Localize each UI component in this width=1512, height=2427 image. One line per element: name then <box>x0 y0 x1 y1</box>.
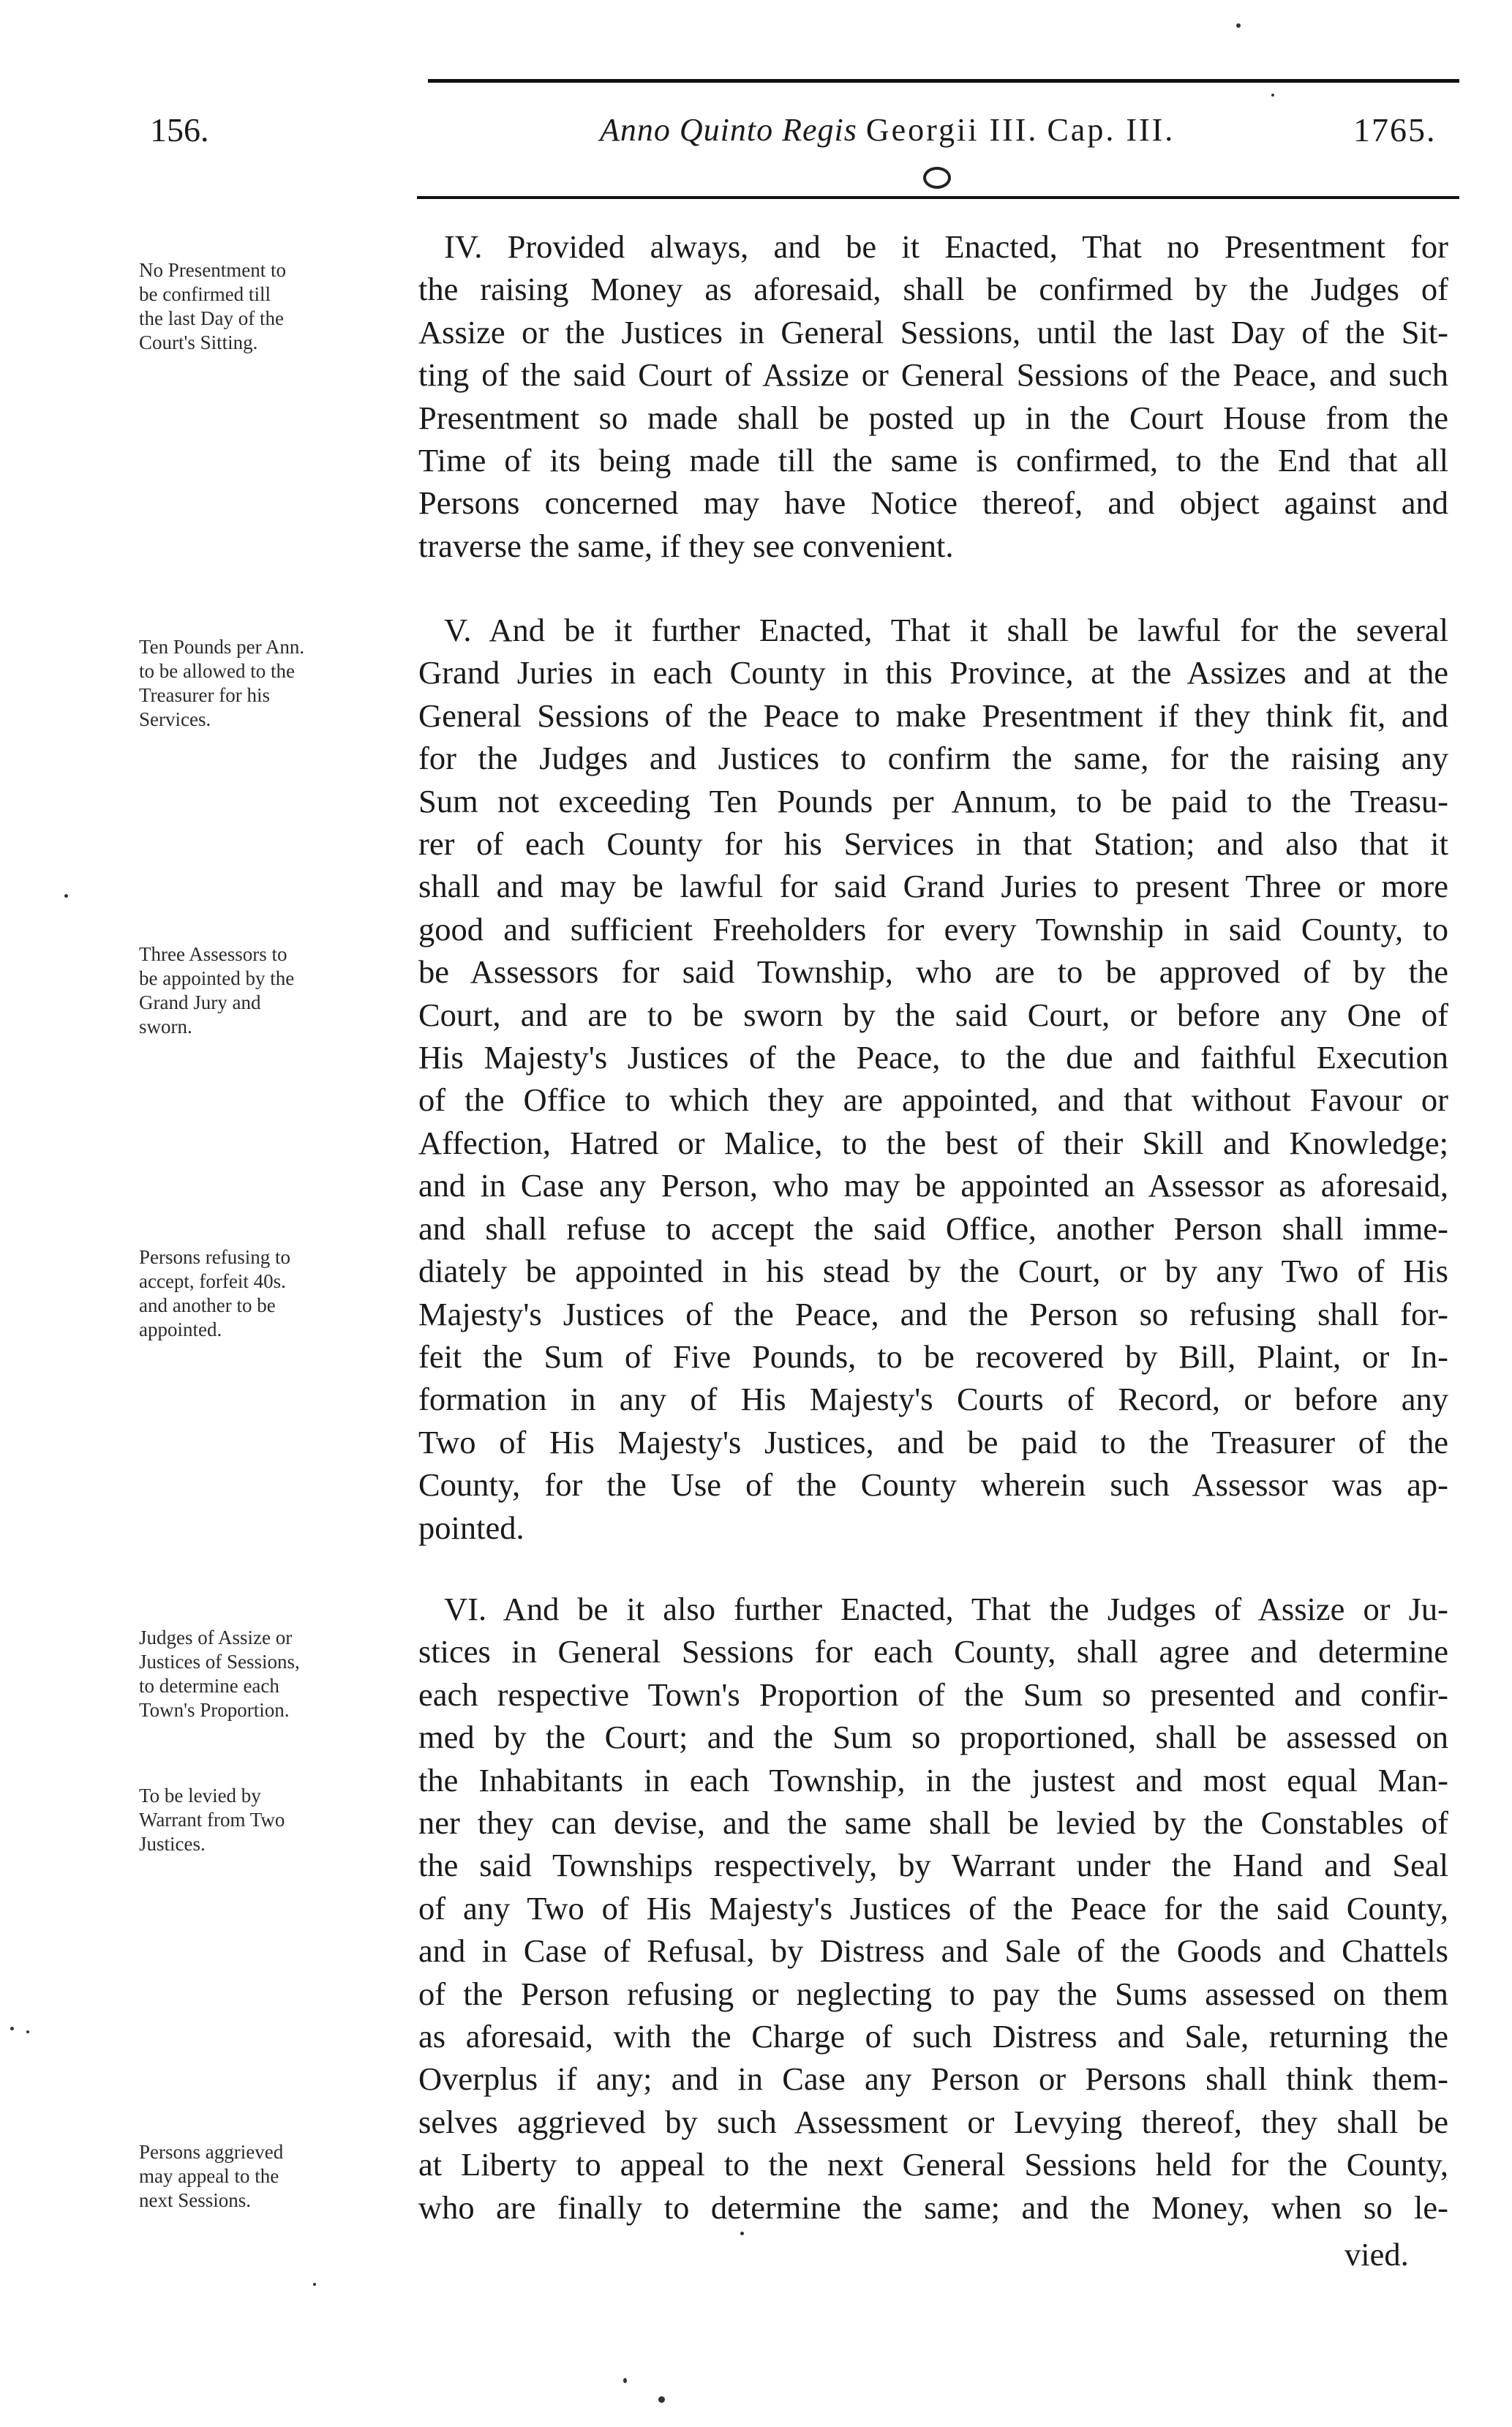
note-line: Treasurer for his <box>139 684 270 706</box>
text-line: Court, and are to be sworn by the said Court, or before any One of <box>418 996 1448 1033</box>
note-line: sworn. <box>139 1016 192 1038</box>
text-line: VI. And be it also further Enacted, That the Judges of Assize or Ju- <box>444 1591 1448 1627</box>
margin-note-ten-pounds <box>139 635 391 732</box>
note-line: Justices of Sessions, <box>139 1651 300 1673</box>
header-rule-bottom <box>417 196 1459 199</box>
header-rule-top <box>428 79 1459 83</box>
note-line: be appointed by the <box>139 967 295 989</box>
note-line: Three Assessors to <box>139 943 287 965</box>
margin-note-no-presentment <box>139 258 391 355</box>
text-line: of the Office to which they are appointed, and that without Favour or <box>418 1081 1448 1119</box>
text-line: Affection, Hatred or Malice, to the best of their Skill and Knowledge; <box>418 1124 1448 1161</box>
note-line: No Presentment to <box>139 259 286 281</box>
margin-note-persons-refusing <box>139 1245 391 1342</box>
note-line: Persons aggrieved <box>139 2141 284 2163</box>
text-line: pointed. <box>418 1509 524 1546</box>
text-line: V. And be it further Enacted, That it shall be lawful for the several <box>444 612 1448 648</box>
text-line: traverse the same, if they see convenient. <box>418 527 954 564</box>
note-line: be confirmed till <box>139 283 271 305</box>
scan-speck <box>623 2378 627 2383</box>
text-line: Sum not exceeding Ten Pounds per Annum, to be paid to the Treasu- <box>418 782 1448 819</box>
text-line: as aforesaid, with the Charge of such Distress and Sale, returning the <box>418 2018 1448 2055</box>
scan-speck <box>313 2283 316 2286</box>
note-line: accept, forfeit 40s. <box>139 1270 286 1292</box>
scan-speck <box>1271 94 1274 97</box>
note-line: Judges of Assize or <box>139 1627 293 1648</box>
section-iv <box>418 225 1448 567</box>
section-vi <box>418 1588 1448 2229</box>
running-head-chapter: Cap. III. <box>1047 112 1176 148</box>
catchword: vied. <box>1344 2236 1409 2273</box>
running-head-king: Georgii III. <box>865 112 1039 148</box>
note-line: Persons refusing to <box>139 1246 290 1268</box>
note-line: to be allowed to the <box>139 660 295 682</box>
note-line: Court's Sitting. <box>139 331 258 353</box>
text-line: County, for the Use of the County wherein such Assessor was ap- <box>418 1466 1448 1504</box>
text-line: Grand Juries in each County in this Province, at the Assizes and at the <box>418 654 1448 691</box>
text-line: ting of the said Court of Assize or General Sessions of the Peace, and such <box>418 356 1448 394</box>
text-line: med by the Court; and the Sum so proportioned, shall be assessed on <box>418 1719 1448 1756</box>
text-line: Assize or the Justices in General Sessions, until the last Day of the Sit- <box>418 313 1448 350</box>
text-line: stices in General Sessions for each County, shall agree and determine <box>418 1633 1448 1670</box>
text-line: Persons concerned may have Notice thereof, and object against and <box>418 484 1448 522</box>
text-line: who are finally to determine the same; and the Money, when so le- <box>418 2188 1448 2226</box>
running-head <box>600 110 1175 151</box>
note-line: Justices. <box>139 1833 206 1855</box>
text-line: His Majesty's Justices of the Peace, to the due and faithful Execution <box>418 1039 1448 1076</box>
text-line: and in Case of Refusal, by Distress and Sale of the Goods and Chattels <box>418 1932 1448 1970</box>
text-line: of any Two of His Majesty's Justices of the Peace for the said County, <box>418 1889 1448 1927</box>
running-head-italic: Anno Quinto Regis <box>600 112 857 148</box>
text-line: the said Townships respectively, by Warrant under the Hand and Seal <box>418 1847 1448 1884</box>
scan-speck <box>10 2027 14 2030</box>
text-line: IV. Provided always, and be it Enacted, That no Presentment for <box>444 228 1448 265</box>
text-line: Overplus if any; and in Case any Person or Persons shall think them- <box>418 2060 1448 2098</box>
text-line: diately be appointed in his stead by the Court, or by any Two of His <box>418 1253 1448 1290</box>
note-line: and another to be <box>139 1294 276 1316</box>
scan-speck <box>64 894 68 898</box>
page-number: 156. <box>150 111 209 149</box>
margin-note-to-be-levied <box>139 1784 391 1856</box>
text-line: and shall refuse to accept the said Office, another Person shall imme- <box>418 1209 1448 1247</box>
text-line: Two of His Majesty's Justices, and be paid to the Treasurer of the <box>418 1423 1448 1460</box>
text-line: Majesty's Justices of the Peace, and the Person so refusing shall for- <box>418 1295 1448 1332</box>
scan-speck <box>658 2396 665 2403</box>
note-line: Services. <box>139 708 211 730</box>
text-line: selves aggrieved by such Assessment or Levying thereof, they shall be <box>418 2103 1448 2140</box>
text-line: shall and may be lawful for said Grand Juries to present Three or more <box>418 868 1448 905</box>
section-v <box>418 609 1448 1549</box>
margin-note-three-assessors <box>139 942 391 1039</box>
scan-speck <box>1236 23 1241 28</box>
text-line: ner they can devise, and the same shall be levied by the Constables of <box>418 1804 1448 1842</box>
text-line: good and sufficient Freeholders for every Township in said County, to <box>418 910 1448 948</box>
note-line: next Sessions. <box>139 2189 252 2211</box>
header-year: 1765. <box>1353 111 1437 149</box>
text-line: and in Case any Person, who may be appointed an Assessor as aforesaid, <box>418 1167 1448 1204</box>
margin-note-persons-aggrieved <box>139 2140 391 2213</box>
margin-note-judges-of-assize <box>139 1626 391 1722</box>
scan-speck <box>26 2030 29 2033</box>
text-line: for the Judges and Justices to confirm the same, for the raising any <box>418 740 1448 777</box>
fleuron-ornament <box>923 167 951 189</box>
text-line: rer of each County for his Services in that Station; and also that it <box>418 825 1448 863</box>
text-line: General Sessions of the Peace to make Presentment if they think fit, and <box>418 697 1448 734</box>
note-line: Town's Proportion. <box>139 1699 290 1721</box>
text-line: the raising Money as aforesaid, shall be confirmed by the Judges of <box>418 271 1448 308</box>
note-line: Grand Jury and <box>139 991 261 1013</box>
text-line: be Assessors for said Township, who are to be approved of by the <box>418 953 1448 991</box>
text-line: feit the Sum of Five Pounds, to be recovered by Bill, Plaint, or In- <box>418 1338 1448 1375</box>
note-line: appointed. <box>139 1318 222 1340</box>
text-line: Presentment so made shall be posted up in the Court House from the <box>418 399 1448 436</box>
note-line: Warrant from Two <box>139 1809 285 1831</box>
text-line: of the Person refusing or neglecting to pay the Sums assessed on them <box>418 1975 1448 2012</box>
text-line: the Inhabitants in each Township, in the justest and most equal Man- <box>418 1761 1448 1798</box>
text-line: Time of its being made till the same is confirmed, to the End that all <box>418 442 1448 479</box>
text-line: at Liberty to appeal to the next General Sessions held for the County, <box>418 2146 1448 2183</box>
note-line: the last Day of the <box>139 307 284 329</box>
scan-speck <box>740 2232 744 2235</box>
text-line: formation in any of His Majesty's Courts of Record, or before any <box>418 1381 1448 1418</box>
note-line: to determine each <box>139 1675 279 1697</box>
text-line: each respective Town's Proportion of the Sum so presented and confir- <box>418 1676 1448 1713</box>
note-line: may appeal to the <box>139 2165 279 2187</box>
note-line: Ten Pounds per Ann. <box>139 636 305 658</box>
note-line: To be levied by <box>139 1785 261 1807</box>
